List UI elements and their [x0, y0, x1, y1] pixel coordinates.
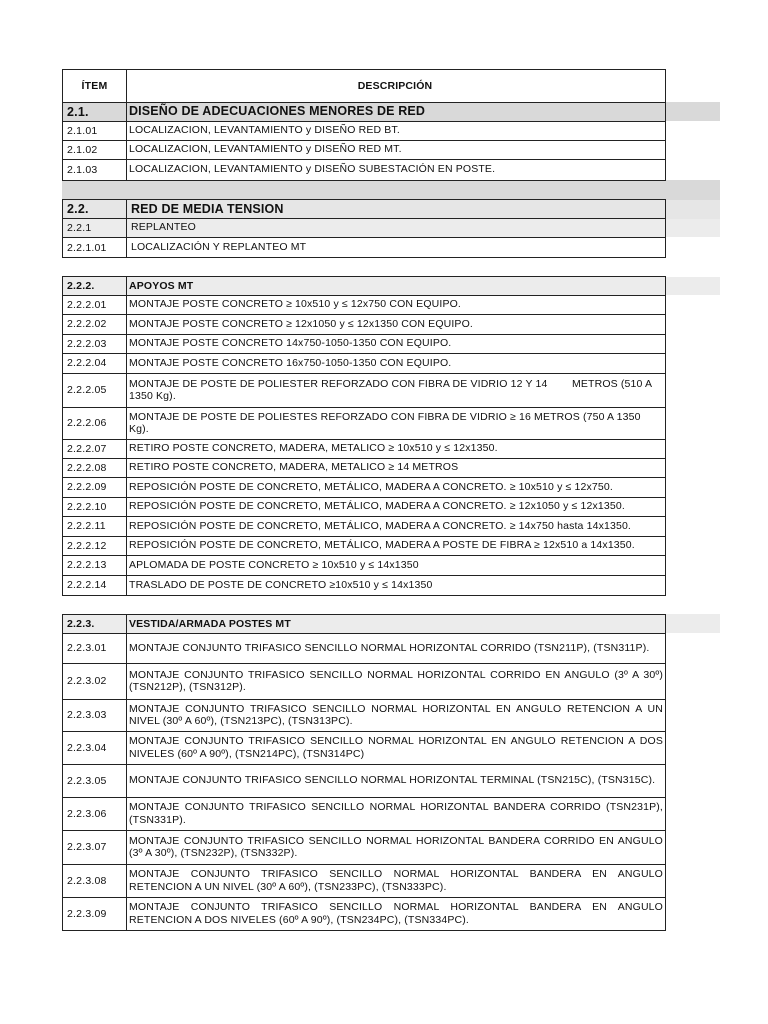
- table-row: [62, 555, 666, 576]
- description-cell: MONTAJE CONJUNTO TRIFASICO SENCILLO NORMAL HORIZONTAL BANDERA EN ANGULO RETENCION A DOS NIVELES (60º A 90º), (TSN234PC), (TSN334PC).: [129, 901, 663, 926]
- item-cell: 2.2.2.05: [63, 373, 127, 407]
- description-cell: MONTAJE CONJUNTO TRIFASICO SENCILLO NORMAL HORIZONTAL TERMINAL (TSN215C), (TSN315C).: [129, 774, 656, 787]
- table-row: [62, 140, 666, 160]
- item-cell: 2.2.2.09: [63, 477, 127, 497]
- table-row: [62, 407, 666, 440]
- table-row: [62, 536, 666, 556]
- subsection-row: [62, 614, 666, 634]
- description-cell: MONTAJE POSTE CONCRETO 16x750-1050-1350 CON EQUIPO.: [129, 356, 452, 369]
- item-cell: 2.2.3.06: [63, 797, 127, 830]
- item-cell: 2.2.2.01: [63, 295, 127, 314]
- description-cell: TRASLADO DE POSTE DE CONCRETO ≥10x510 y ≤ 14x1350: [129, 578, 433, 591]
- item-cell: 2.1.03: [63, 159, 127, 180]
- column-header-description: DESCRIPCIÓN: [357, 79, 433, 92]
- table-row: [62, 575, 666, 596]
- description-cell: LOCALIZACION, LEVANTAMIENTO y DISEÑO SUBESTACIÓN EN POSTE.: [129, 163, 496, 176]
- item-cell: 2.1.02: [63, 140, 127, 159]
- table-row: [62, 663, 666, 700]
- item-cell: 2.2.3.08: [63, 864, 127, 897]
- item-cell: 2.2.: [63, 200, 127, 218]
- description-cell: RETIRO POSTE CONCRETO, MADERA, METALICO ≥ 10x510 y ≤ 12x1350.: [129, 442, 498, 455]
- description-cell: APLOMADA DE POSTE CONCRETO ≥ 10x510 y ≤ 14x1350: [129, 558, 419, 571]
- table-header-row: [62, 69, 666, 103]
- table-row: [62, 314, 666, 335]
- column-header-item: ÍTEM: [63, 70, 127, 102]
- table-row: [62, 797, 666, 831]
- description-cell: RED DE MEDIA TENSION: [131, 201, 284, 216]
- table-row: [62, 633, 666, 664]
- table-row: [62, 218, 666, 238]
- description-cell: MONTAJE DE POSTE DE POLIESTES REFORZADO CON FIBRA DE VIDRIO ≥ 16 METROS (750 A 1350 Kg).: [129, 410, 641, 435]
- item-cell: 2.2.2.03: [63, 334, 127, 353]
- description-cell: MONTAJE CONJUNTO TRIFASICO SENCILLO NORMAL HORIZONTAL EN ANGULO RETENCION A DOS NIVELES (60º A 90º), (TSN214PC), (TSN314PC): [129, 735, 663, 760]
- table-row: [62, 497, 666, 517]
- table-row: [62, 699, 666, 732]
- description-cell: MONTAJE CONJUNTO TRIFASICO SENCILLO NORMAL HORIZONTAL EN ANGULO RETENCION A UN NIVEL (30º A 60º), (TSN213PC), (TSN313PC).: [129, 702, 663, 727]
- description-cell: REPOSICIÓN POSTE DE CONCRETO, METÁLICO, MADERA A CONCRETO. ≥ 12x1050 y ≤ 12x1350.: [129, 500, 625, 513]
- table-row: [62, 353, 666, 374]
- table-row: [62, 458, 666, 478]
- item-cell: 2.2.3.: [63, 615, 127, 633]
- table-row: [62, 764, 666, 798]
- item-cell: 2.2.2.06: [63, 407, 127, 439]
- item-cell: 2.2.2.14: [63, 575, 127, 595]
- item-cell: 2.2.3.01: [63, 633, 127, 663]
- table-row: [62, 121, 666, 141]
- table-row: [62, 897, 666, 931]
- table-row: [62, 295, 666, 315]
- item-cell: 2.2.2.10: [63, 497, 127, 516]
- table-row: [62, 334, 666, 354]
- item-cell: 2.2.2.07: [63, 439, 127, 458]
- table-row: [62, 159, 666, 181]
- section-band: [62, 180, 720, 200]
- description-cell: REPOSICIÓN POSTE DE CONCRETO, METÁLICO, MADERA A CONCRETO. ≥ 14x750 hasta 14x1350.: [129, 519, 631, 532]
- item-cell: 2.1.01: [63, 121, 127, 140]
- table-row: [62, 373, 666, 408]
- item-cell: 2.2.3.09: [63, 897, 127, 930]
- description-cell: MONTAJE CONJUNTO TRIFASICO SENCILLO NORMAL HORIZONTAL CORRIDO (TSN211P), (TSN311P).: [129, 641, 650, 654]
- description-cell: APOYOS MT: [129, 279, 194, 292]
- item-cell: 2.2.3.05: [63, 764, 127, 797]
- table-row: [62, 477, 666, 498]
- table-row: [62, 237, 666, 258]
- item-cell: 2.2.3.07: [63, 830, 127, 864]
- subsection-row: [62, 276, 666, 296]
- description-cell: MONTAJE DE POSTE DE POLIESTER REFORZADO CON FIBRA DE VIDRIO 12 Y 14 METROS (510 A 1350 Kg).: [129, 377, 655, 402]
- description-cell: LOCALIZACION, LEVANTAMIENTO y DISEÑO RED BT.: [129, 124, 400, 137]
- description-cell: MONTAJE POSTE CONCRETO 14x750-1050-1350 CON EQUIPO.: [129, 337, 452, 350]
- description-cell: DISEÑO DE ADECUACIONES MENORES DE RED: [129, 104, 426, 119]
- section-row: [62, 199, 666, 219]
- item-cell: 2.2.3.02: [63, 663, 127, 699]
- description-cell: REPLANTEO: [131, 221, 196, 234]
- section-row: [62, 102, 666, 122]
- description-cell: VESTIDA/ARMADA POSTES MT: [129, 617, 291, 630]
- description-cell: LOCALIZACIÓN Y REPLANTEO MT: [131, 241, 307, 254]
- table-row: [62, 864, 666, 898]
- item-cell: 2.1.: [63, 102, 127, 121]
- item-cell: 2.2.2.: [63, 277, 127, 295]
- description-cell: LOCALIZACION, LEVANTAMIENTO y DISEÑO RED MT.: [129, 143, 402, 156]
- item-cell: 2.2.2.04: [63, 353, 127, 373]
- description-cell: REPOSICIÓN POSTE DE CONCRETO, METÁLICO, MADERA A CONCRETO. ≥ 10x510 y ≤ 12x750.: [129, 480, 613, 493]
- item-cell: 2.2.3.03: [63, 699, 127, 731]
- item-cell: 2.2.1: [63, 218, 127, 237]
- item-cell: 2.2.1.01: [63, 238, 127, 257]
- table-row: [62, 439, 666, 459]
- item-cell: 2.2.2.13: [63, 555, 127, 575]
- description-cell: RETIRO POSTE CONCRETO, MADERA, METALICO ≥ 14 METROS: [129, 461, 459, 474]
- description-cell: MONTAJE POSTE CONCRETO ≥ 10x510 y ≤ 12x750 CON EQUIPO.: [129, 298, 461, 311]
- item-cell: 2.2.2.11: [63, 516, 127, 536]
- table-row: [62, 516, 666, 537]
- description-cell: MONTAJE CONJUNTO TRIFASICO SENCILLO NORMAL HORIZONTAL BANDERA EN ANGULO RETENCION A UN NIVEL (30º A 60º), (TSN233PC), (TSN333PC).: [129, 868, 663, 893]
- description-cell: MONTAJE POSTE CONCRETO ≥ 12x1050 y ≤ 12x1350 CON EQUIPO.: [129, 317, 473, 330]
- item-cell: 2.2.2.02: [63, 314, 127, 334]
- item-cell: 2.2.3.04: [63, 731, 127, 764]
- description-cell: REPOSICIÓN POSTE DE CONCRETO, METÁLICO, MADERA A POSTE DE FIBRA ≥ 12x510 a 14x1350.: [129, 539, 635, 552]
- description-cell: MONTAJE CONJUNTO TRIFASICO SENCILLO NORMAL HORIZONTAL BANDERA CORRIDO (TSN231P), (TSN331P).: [129, 801, 663, 826]
- description-cell: MONTAJE CONJUNTO TRIFASICO SENCILLO NORMAL HORIZONTAL CORRIDO EN ANGULO (3º A 30º) (TSN212P), (TSN312P).: [129, 668, 663, 693]
- table-row: [62, 830, 666, 865]
- item-cell: 2.2.2.12: [63, 536, 127, 555]
- description-cell: MONTAJE CONJUNTO TRIFASICO SENCILLO NORMAL HORIZONTAL BANDERA CORRIDO EN ANGULO (3º A 30º), (TSN232P), (TSN332P).: [129, 834, 663, 859]
- item-cell: 2.2.2.08: [63, 458, 127, 477]
- table-row: [62, 731, 666, 765]
